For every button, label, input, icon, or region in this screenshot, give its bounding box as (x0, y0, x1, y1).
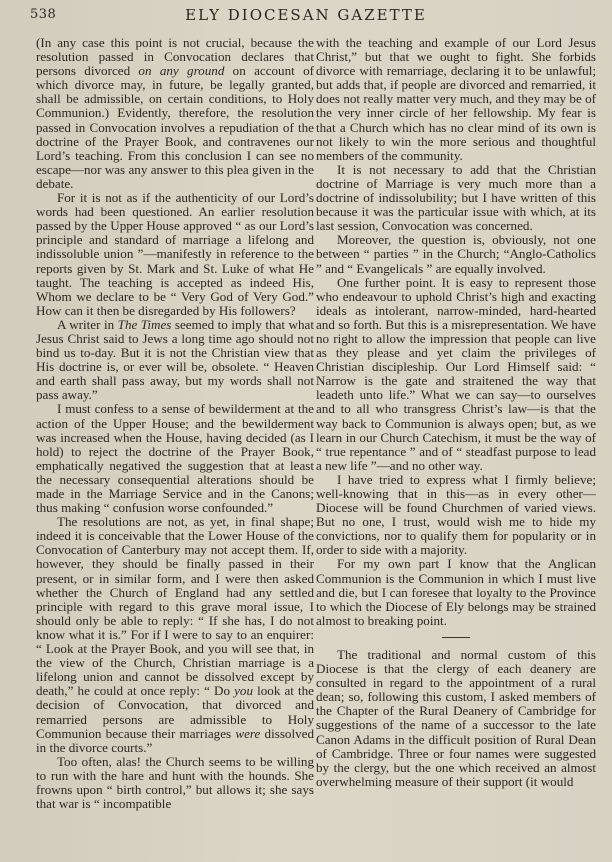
paragraph: For it is not as if the authenticity of our Lord’s words had been questioned. An earlier resolution passed by the Upper House approved “ as our Lord’s principle and standard of marriage a lifelong and indissoluble union ”—manifestly in reference to the reports given by St. Mark and St. Luke of what He taught. The teaching is accepted as indeed His, Whom we declare to be “ Very God of Very God.” How can it then be disregarded by His followers? (36, 190, 314, 318)
paragraph: For my own part I know that the Anglican Communion is the Communion in which I must live and die, but I can foresee that loyalty to the Province to which the Diocese of Ely belongs may be strained almost to breaking point. (316, 556, 596, 628)
paragraph: Too often, alas! the Church seems to be willing to run with the hare and hunt with the hounds. She frowns upon “ birth control,” but allows it; she says that war is “ incompatible (36, 753, 314, 812)
running-title: ELY DIOCESAN GAZETTE (185, 6, 427, 24)
paragraph: A writer in The Times seemed to imply that what Jesus Christ said to Jews a long time ago should not bind us to-day. But it is not the Christian view that His doctrine is, or ever will be, obsolete. “ Heaven and earth shall pass away, but my words shall not pass away.” (36, 316, 314, 403)
paragraph: with the teaching and example of our Lord Jesus Christ,” but that we ought to fight. She forbids divorce with remarriage, declaring it to be unlawful; but adds that, if people are divorced and remarried, it does not really matter very much, and they may be of the very inner circle of her fellowship. My fear is that a Church which has no clear mind of its own is not likely to win the more serious and thoughtful members of the community. (316, 36, 596, 163)
paragraph: I have tried to express what I firmly believe; well-knowing that in this—as in every other—Diocese will be found Churchmen of varied views. But no one, I trust, would wish me to hide my convictions, nor to qualify them for popularity or in order to side with a majority. (316, 471, 596, 558)
page-header (0, 6, 612, 28)
page-number: 538 (30, 7, 57, 22)
right-column (316, 36, 596, 858)
paragraph: I must confess to a sense of bewilderment at the action of the Upper House; and the bewilderment was increased when the House, having decided (as I hold) to reject the doctrine of the Prayer Book, emphatically negatived the suggestion that at least the necessary consequential alterations should be made in the Marriage Service and in the Canons; thus making “ confusion worse confounded.” (36, 401, 314, 516)
paragraph: One further point. It is easy to represent those who endeavour to uphold Christ’s high and exacting ideals as intolerant, narrow-minded, hard-hearted and so forth. But this is a misrepresentation. We have no right to allow the impression that people can live as they please and yet claim the privileges of Christian discipleship. Our Lord Himself said: “ Narrow is the gate and straitened the way that leadeth unto life.” What we can say—to ourselves and to all who transgress Christ’s law—is that the way back to Communion is always open; but, as we learn in our Church Catechism, it must be the way of “ true repentance ” and of “ steadfast purpose to lead a new life ”—and no other way. (316, 274, 596, 473)
paragraph: Moreover, the question is, obviously, not one between “ parties ” in the Church; “Anglo-Catholics ” and “ Evangelicals ” are equally involved. (316, 232, 596, 276)
left-column (36, 36, 314, 858)
paragraph: The traditional and normal custom of this Diocese is that the clergy of each deanery are consulted in regard to the appointment of a rural dean; so, following this custom, I asked members of the Chapter of the Rural Deanery of Cambridge for suggestions of the name of a successor to the late Canon Adams in the difficult position of Rural Dean of Cambridge. Three or four names were suggested by the clergy, but the one which received an almost overwhelming measure of their support (it would (316, 646, 596, 789)
paragraph: The resolutions are not, as yet, in final shape; indeed it is conceivable that the Lower House of the Convocation of Canterbury may not accept them. If, however, they should be finally passed in their present, or in similar form, and I were then asked whether the Church of England had any settled principle with regard to this grave moral issue, I should only be able to reply: “ If she has, I do not know what it is.” For if I were to say to an enquirer: “ Look at the Prayer Book, and you will see that, in the view of the Church, Christian marriage is a lifelong union and cannot be dissolved except by death,” he could at once reply: “ Do you look at the decision of Convocation, that divorced and remarried persons are admissible to Holy Communion because their marriages were dissolved in the divorce courts.” (36, 514, 314, 755)
paragraph: It is not necessary to add that the Christian doctrine of Marriage is very much more than a doctrine of indissolubility; but I have written of this because it was the particular issue with which, at its last session, Convocation was concerned. (316, 161, 596, 234)
section-divider (442, 637, 470, 638)
paragraph: (In any case this point is not crucial, because the resolution passed in Convocation declares that persons divorced on any ground on account of which divorce may, in future, be legally granted, shall be admissible, on certain conditions, to Holy Communion.) Evidently, therefore, the resolution passed in Convocation involves a repudiation of the doctrine of the Prayer Book, and contravenes our Lord’s teaching. From this conclusion I can see no escape—nor was any answer to this plea given in the debate. (36, 36, 314, 191)
